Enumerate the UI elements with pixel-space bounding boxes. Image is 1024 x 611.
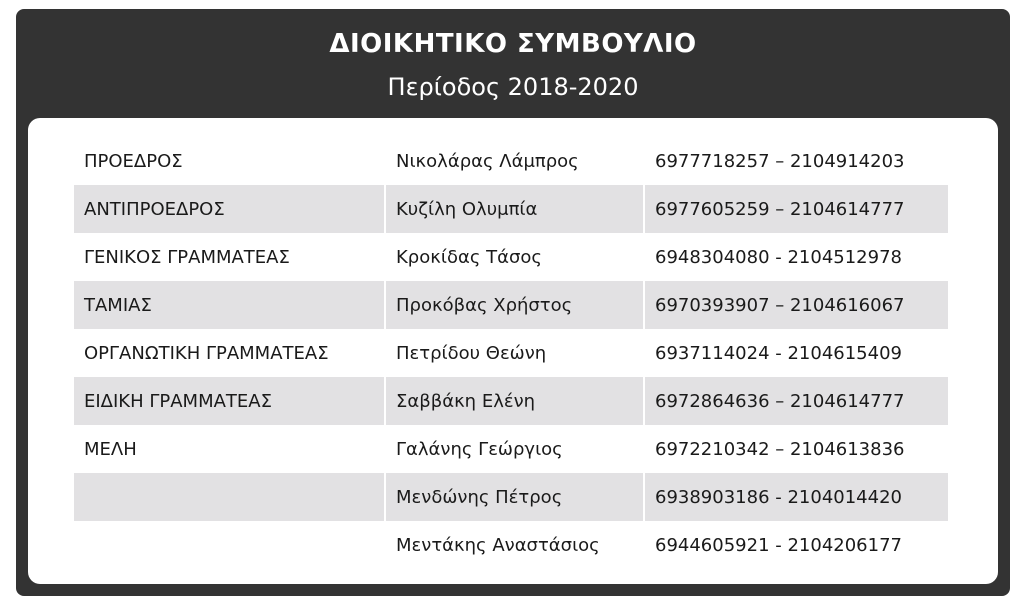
board-card [16, 9, 1010, 596]
role-cell: ΟΡΓΑΝΩΤΙΚΗ ΓΡΑΜΜΑΤΕΑΣ [84, 342, 329, 364]
table-row [74, 281, 948, 329]
table-row [74, 425, 948, 473]
role-cell: ΓΕΝΙΚΟΣ ΓΡΑΜΜΑΤΕΑΣ [84, 246, 290, 268]
table-row [74, 377, 948, 425]
name-cell: Σαββάκη Ελένη [386, 377, 643, 425]
name-cell: Κυζίλη Ολυμπία [386, 185, 643, 233]
phone-cell: 6972210342 – 2104613836 [655, 438, 905, 460]
phone-cell: 6937114024 - 2104615409 [655, 342, 902, 364]
role-cell: ΜΕΛΗ [84, 438, 137, 460]
name-cell: Μεντάκης Αναστάσιος [396, 534, 600, 556]
table-row [74, 521, 948, 569]
table-row [74, 473, 948, 521]
name-cell: Μενδώνης Πέτρος [386, 473, 643, 521]
phone-cell: 6948304080 - 2104512978 [655, 246, 902, 268]
page-title: ΔΙΟΙΚΗΤΙΚΟ ΣΥΜΒΟΥΛΙΟ [329, 29, 697, 59]
table-row [74, 233, 948, 281]
table-row [74, 137, 948, 185]
phone-cell: 6970393907 – 2104616067 [645, 281, 948, 329]
name-cell: Νικολάρας Λάμπρος [396, 150, 579, 172]
phone-cell: 6944605921 - 2104206177 [655, 534, 902, 556]
name-cell: Προκόβας Χρήστος [386, 281, 643, 329]
page-subtitle: Περίοδος 2018-2020 [387, 73, 639, 101]
table-row [74, 185, 948, 233]
phone-cell: 6977605259 – 2104614777 [645, 185, 948, 233]
name-cell: Γαλάνης Γεώργιος [396, 438, 563, 460]
table-row [74, 329, 948, 377]
phone-cell: 6972864636 – 2104614777 [645, 377, 948, 425]
phone-cell: 6977718257 – 2104914203 [655, 150, 905, 172]
role-cell: ΤΑΜΙΑΣ [74, 281, 384, 329]
name-cell: Πετρίδου Θεώνη [396, 342, 547, 364]
role-cell: ΑΝΤΙΠΡΟΕΔΡΟΣ [74, 185, 384, 233]
role-cell [74, 473, 384, 521]
board-panel [28, 118, 998, 584]
name-cell: Κροκίδας Τάσος [396, 246, 542, 268]
phone-cell: 6938903186 - 2104014420 [645, 473, 948, 521]
role-cell [74, 521, 384, 569]
board-table [72, 137, 950, 569]
role-cell: ΕΙΔΙΚΗ ΓΡΑΜΜΑΤΕΑΣ [74, 377, 384, 425]
role-cell: ΠΡΟΕΔΡΟΣ [84, 150, 183, 172]
